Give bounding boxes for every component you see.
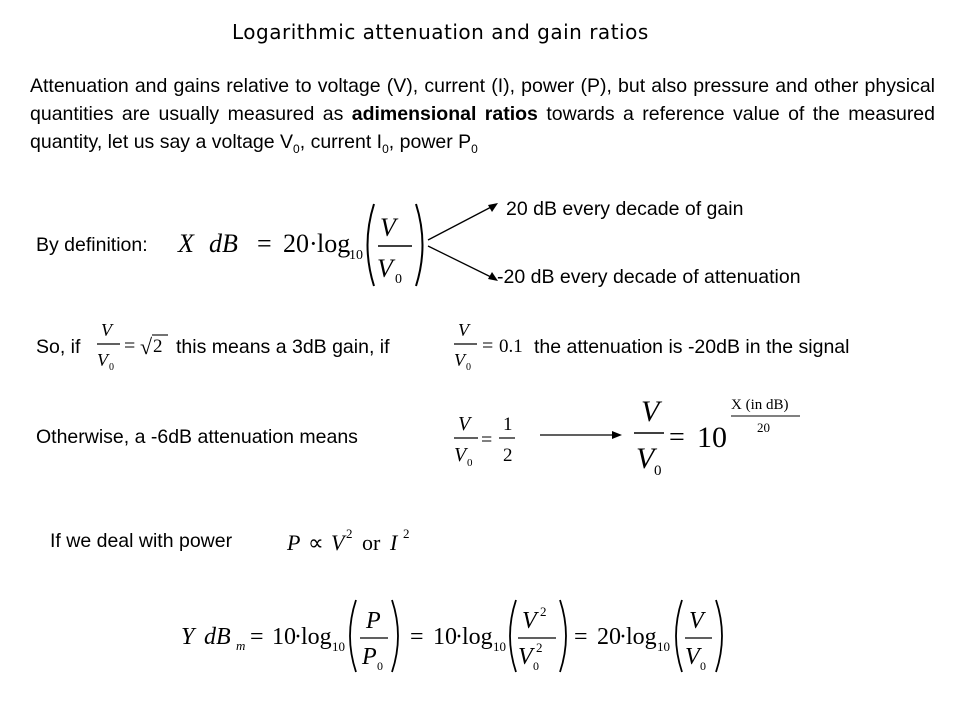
- svg-text:0: 0: [466, 362, 471, 373]
- svg-text:∝: ∝: [308, 530, 324, 555]
- svg-text:1: 1: [503, 414, 513, 435]
- exponent-numerator: X (in dB): [731, 397, 789, 413]
- svg-text:V: V: [522, 608, 537, 634]
- svg-text:P: P: [362, 644, 377, 670]
- svg-text:0: 0: [109, 362, 114, 373]
- svg-text:0: 0: [654, 463, 662, 479]
- svg-text:V: V: [97, 350, 108, 370]
- example-suffix: the attenuation is -20dB in the signal: [534, 336, 850, 358]
- svg-text:dB: dB: [204, 624, 231, 650]
- svg-text:V: V: [518, 644, 533, 670]
- svg-text:10: 10: [272, 624, 296, 650]
- svg-text:V: V: [458, 413, 471, 435]
- svg-text:V: V: [454, 444, 467, 466]
- svg-text:V: V: [685, 644, 700, 670]
- svg-text:0: 0: [377, 659, 383, 673]
- svg-text:log: log: [462, 624, 493, 650]
- radical-sign: √: [140, 334, 153, 359]
- svg-text:2: 2: [346, 526, 353, 541]
- svg-text:2: 2: [403, 526, 410, 541]
- point1-formula: [454, 320, 523, 373]
- svg-text:2: 2: [536, 640, 543, 655]
- slide-title: Logarithmic attenuation and gain ratios: [232, 20, 649, 44]
- svg-text:V: V: [689, 608, 704, 634]
- formula-den-sub: 0: [395, 272, 402, 287]
- svg-text:20: 20: [597, 624, 621, 650]
- svg-text:V: V: [458, 320, 469, 340]
- half-formula: [454, 413, 622, 469]
- svg-text:2: 2: [153, 336, 163, 357]
- intro-text-2: towards a reference value of the measured quantity, let us say a voltage V: [30, 103, 936, 153]
- formula-rparen: [416, 204, 423, 286]
- gain-arrow: [428, 205, 495, 240]
- svg-text:=: =: [669, 422, 685, 453]
- example-middle: this means a 3dB gain, if: [176, 336, 390, 358]
- svg-text:2: 2: [540, 604, 547, 619]
- svg-text:10: 10: [657, 639, 670, 654]
- gain-arrowhead: [488, 203, 498, 212]
- gain-note: 20 dB every decade of gain: [506, 198, 744, 220]
- intro-sub-3: 0: [471, 141, 478, 156]
- svg-text:10: 10: [433, 624, 457, 650]
- intro-sub-1: 0: [293, 141, 300, 156]
- svg-text:·: ·: [619, 624, 627, 650]
- svg-text:=: =: [250, 624, 264, 650]
- intro-text-1: Attenuation and gains relative to voltage (V), current (I), power (P), but also pressure and other physical quantities are usually measured as: [30, 75, 935, 125]
- svg-text:=: =: [410, 624, 424, 650]
- svg-text:0: 0: [467, 457, 473, 469]
- formula-lparen: [368, 204, 375, 286]
- formula-db: dB: [209, 229, 238, 258]
- otherwise-text: Otherwise, a -6dB attenuation means: [36, 426, 358, 448]
- attenuation-note: -20 dB every decade of attenuation: [497, 266, 801, 288]
- svg-text:P: P: [366, 608, 381, 634]
- svg-text:log: log: [626, 624, 657, 650]
- svg-text:10: 10: [332, 639, 345, 654]
- power-proportional-formula: [286, 526, 410, 555]
- formula-log-sub: 10: [349, 248, 363, 263]
- formula-x: X: [178, 229, 194, 258]
- formula-dot: ·: [309, 229, 318, 258]
- exponent-denominator: 20: [757, 420, 770, 435]
- formula-eq: =: [257, 229, 272, 258]
- svg-text:0: 0: [533, 659, 539, 673]
- svg-text:V: V: [101, 320, 112, 340]
- formula-20: 20: [283, 229, 309, 258]
- svg-text:=: =: [574, 624, 588, 650]
- svg-text:=: =: [124, 335, 136, 357]
- formula-den-v: V: [377, 254, 393, 283]
- attenuation-arrowhead: [488, 272, 498, 281]
- sqrt2-formula: [97, 320, 168, 373]
- intro-text-4: , power P: [388, 131, 472, 153]
- svg-text:·: ·: [455, 624, 463, 650]
- formula-num-v: V: [380, 213, 396, 242]
- svg-text:m: m: [236, 638, 246, 653]
- power-db-formula: [181, 600, 722, 673]
- svg-text:Y: Y: [181, 624, 195, 650]
- svg-text:2: 2: [503, 445, 513, 466]
- intro-bold-term: adimensional ratios: [351, 103, 538, 125]
- example-prefix: So, if: [36, 336, 81, 358]
- svg-text:0.1: 0.1: [499, 336, 523, 357]
- definition-label: By definition:: [36, 234, 148, 256]
- svg-text:V: V: [454, 350, 465, 370]
- svg-text:V: V: [641, 395, 660, 428]
- svg-text:=: =: [482, 335, 494, 357]
- svg-text:10: 10: [493, 639, 506, 654]
- svg-text:log: log: [301, 624, 332, 650]
- svg-text:V: V: [636, 442, 655, 475]
- svg-text:=: =: [481, 429, 493, 451]
- result-arrowhead: [612, 431, 622, 439]
- svg-text:·: ·: [294, 624, 302, 650]
- definition-formula: [177, 203, 498, 287]
- formula-log: log: [317, 229, 351, 258]
- svg-text:P: P: [287, 530, 301, 555]
- svg-text:10: 10: [697, 421, 727, 454]
- power-text: If we deal with power: [50, 530, 233, 552]
- svg-text:I: I: [390, 530, 398, 555]
- svg-text:0: 0: [700, 659, 706, 673]
- svg-text:or: or: [362, 530, 381, 555]
- exponent-formula: [634, 395, 800, 479]
- intro-text-3: , current I: [299, 131, 383, 153]
- svg-text:V: V: [331, 530, 345, 555]
- intro-sub-2: 0: [382, 141, 389, 156]
- attenuation-arrow: [428, 246, 495, 279]
